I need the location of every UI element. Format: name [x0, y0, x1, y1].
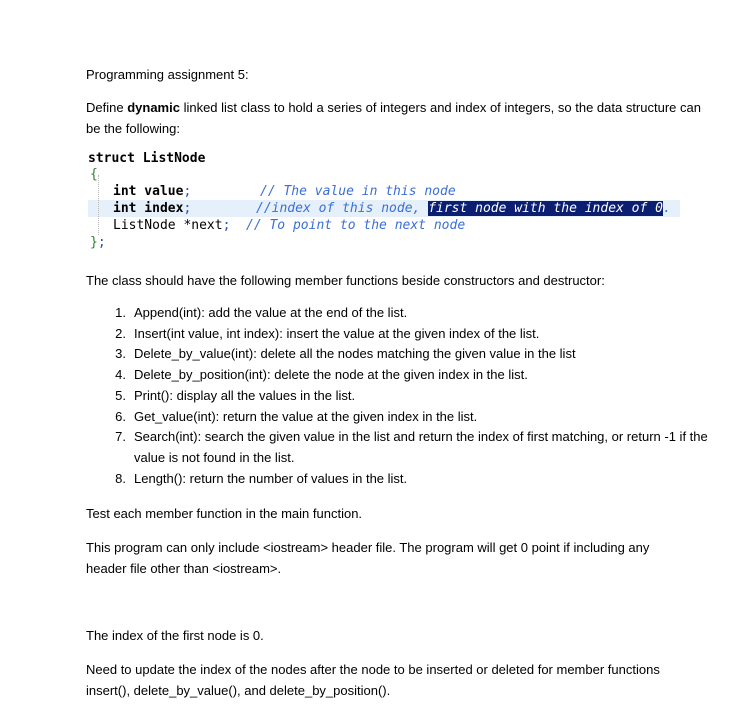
code-comment-index-end: . — [663, 201, 671, 216]
list-number: 1. — [115, 305, 126, 320]
code-line-index — [113, 201, 191, 217]
list-item-text: Insert(int value, int index): insert the value at the given index of the list. — [134, 325, 540, 341]
code-ptr-next: *next — [183, 218, 223, 233]
code-type-listnode: ListNode — [113, 218, 184, 233]
list-item-text: Delete_by_value(int): delete all the nodes matching the given value in the list — [134, 346, 576, 362]
code-comment-value: // The value in this node — [260, 184, 456, 199]
intro-text-before: Define — [86, 100, 128, 115]
update-note: Need to update the index of the nodes after the node to be inserted or deleted for member functions insert(), delete_by_value(), and delete_by_position(). — [86, 662, 660, 698]
code-close-brace: } — [90, 235, 98, 250]
list-number: 6. — [115, 408, 126, 424]
list-item-text: Search(int): search the given value in the list and return the index of first matching, or return -1 if the value is not found in the list. — [134, 429, 708, 465]
index-note: The index of the first node is 0. — [86, 628, 264, 643]
code-struct-header: struct ListNode — [88, 151, 206, 166]
list-number: 4. — [115, 367, 126, 383]
list-number: 3. — [115, 346, 126, 362]
code-line-value — [113, 184, 191, 200]
code-comment-index — [256, 201, 671, 217]
intro-bold-term: dynamic — [127, 100, 180, 115]
code-comment-next: // To point to the next node — [246, 218, 466, 233]
code-selected-text[interactable]: first node with the index of 0 — [428, 201, 663, 216]
code-semicolon: ; — [183, 201, 192, 216]
list-item-text: Get_value(int): return the value at the given index in the list. — [134, 408, 478, 424]
function-list — [106, 303, 716, 489]
intro-paragraph — [86, 97, 706, 139]
include-note: This program can only include <iostream> header file. The program will get 0 point if including any header file other than <iostream>. — [86, 540, 650, 576]
list-item — [106, 469, 716, 490]
list-item — [106, 386, 716, 407]
list-number: 2. — [115, 325, 126, 341]
list-item — [106, 365, 716, 386]
list-number: 5. — [115, 387, 126, 403]
members-intro: The class should have the following member functions beside constructors and destructor: — [86, 273, 605, 288]
indent-guide — [98, 175, 100, 235]
list-item — [106, 427, 708, 468]
list-item — [106, 324, 716, 345]
code-open-brace: { — [90, 167, 98, 182]
list-item-text: Length(): return the number of values in the list. — [134, 470, 408, 486]
list-item-text: Print(): display all the values in the list. — [134, 387, 356, 403]
code-line-next — [113, 218, 230, 234]
code-comment-index-text: //index of this node, — [256, 201, 429, 216]
code-semicolon: ; — [222, 218, 231, 233]
intro-text-after: linked list class to hold a series of integers and index of integers, so the data structure can be the following: — [86, 100, 701, 136]
list-number: 8. — [115, 470, 126, 486]
list-item — [106, 344, 716, 365]
list-item-text: Append(int): add the value at the end of the list. — [134, 305, 408, 320]
list-item-text: Delete_by_position(int): delete the node at the given index in the list. — [134, 367, 528, 383]
list-item — [106, 407, 716, 428]
list-number: 7. — [115, 429, 126, 445]
code-semicolon: ; — [183, 184, 192, 199]
assignment-heading: Programming assignment 5: — [86, 67, 249, 82]
code-decl-value: int value — [113, 184, 184, 199]
list-item — [106, 303, 716, 324]
code-close-semicolon: ; — [97, 235, 106, 250]
code-close — [90, 235, 106, 251]
code-block — [88, 150, 688, 258]
code-decl-index: int index — [113, 201, 184, 216]
test-note: Test each member function in the main function. — [86, 506, 363, 521]
